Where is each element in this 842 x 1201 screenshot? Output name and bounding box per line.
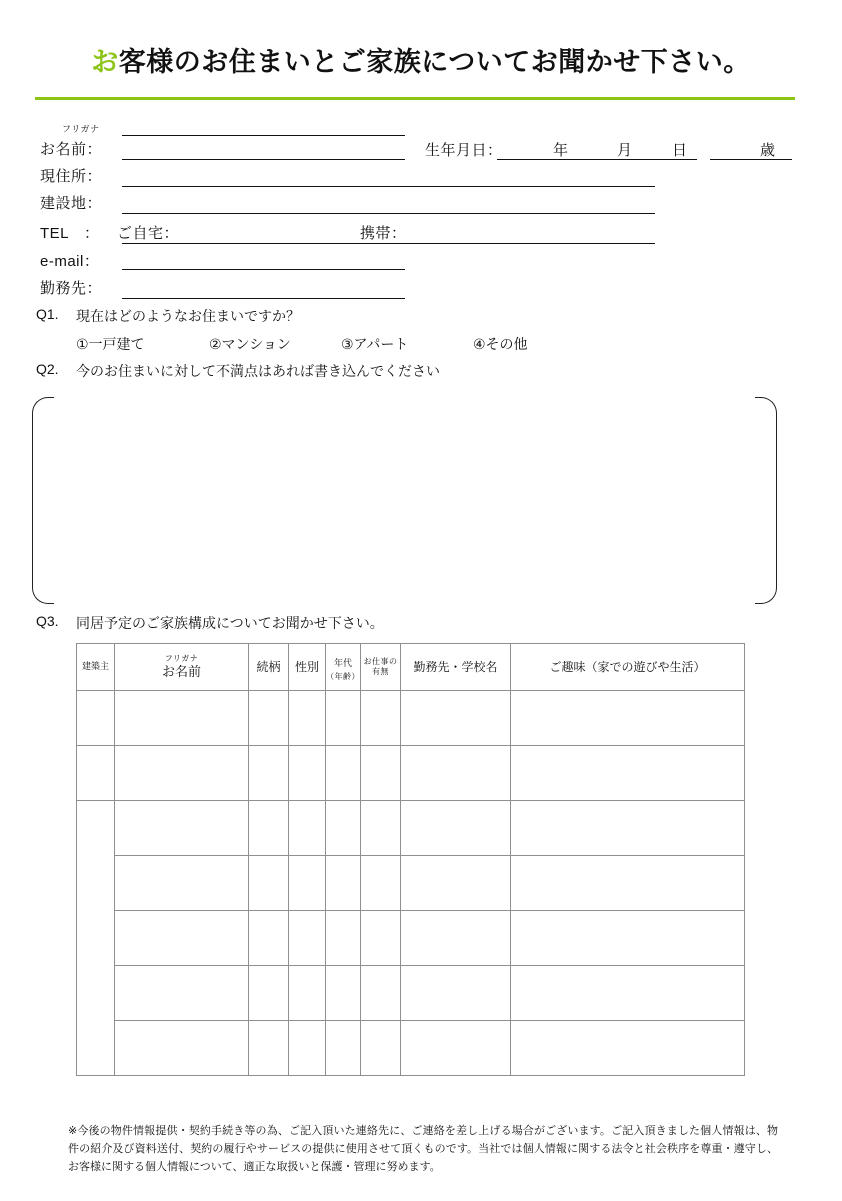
cell-gender[interactable] — [289, 746, 326, 801]
cell-hobby[interactable] — [511, 856, 745, 911]
col-header-age-line2: （年齢） — [326, 672, 360, 681]
cell-school[interactable] — [401, 1021, 511, 1076]
cell-hobby[interactable] — [511, 691, 745, 746]
birth-day-unit: 日 — [672, 142, 688, 159]
table-row — [77, 966, 745, 1021]
table-header-row — [77, 644, 745, 691]
tel-home-label: ご自宅： — [117, 225, 180, 242]
cell-school[interactable] — [401, 691, 511, 746]
cell-name[interactable] — [115, 801, 249, 856]
cell-name[interactable] — [115, 966, 249, 1021]
cell-age[interactable] — [326, 856, 361, 911]
col-header-job-line2: 有無 — [372, 667, 389, 676]
cell-age[interactable] — [326, 1021, 361, 1076]
cell-relation[interactable] — [249, 1021, 289, 1076]
col-header-school: 勤務先・学校名 — [401, 644, 511, 691]
cell-owner[interactable] — [77, 746, 115, 801]
page-title — [0, 40, 842, 79]
cell-owner[interactable] — [77, 691, 115, 746]
q3-tag: Q3. — [36, 613, 59, 629]
cell-relation[interactable] — [249, 856, 289, 911]
construction-site-label: 建設地： — [40, 195, 103, 212]
col-header-job-line1: お仕事の — [363, 657, 398, 666]
table-row — [77, 801, 745, 856]
cell-job[interactable] — [361, 966, 401, 1021]
address-input-line[interactable] — [122, 186, 655, 187]
cell-relation[interactable] — [249, 746, 289, 801]
col-header-gender: 性別 — [289, 644, 326, 691]
col-header-relation: 続柄 — [249, 644, 289, 691]
col-header-age — [326, 644, 361, 691]
col-header-hobby: ご趣味（家での遊びや生活） — [511, 644, 745, 691]
cell-age[interactable] — [326, 801, 361, 856]
cell-school[interactable] — [401, 966, 511, 1021]
cell-hobby[interactable] — [511, 911, 745, 966]
header-divider — [35, 97, 795, 100]
email-label: e-mail： — [40, 253, 100, 270]
col-header-owner: 建築主 — [77, 644, 115, 691]
age-unit: 歳 — [760, 142, 776, 159]
cell-hobby[interactable] — [511, 746, 745, 801]
birthdate-label: 生年月日： — [425, 142, 503, 159]
bracket-left-icon — [32, 397, 54, 604]
cell-job[interactable] — [361, 1021, 401, 1076]
col-header-name-furigana: フリガナ — [164, 653, 199, 663]
cell-hobby[interactable] — [511, 1021, 745, 1076]
cell-job[interactable] — [361, 801, 401, 856]
cell-name[interactable] — [115, 746, 249, 801]
cell-age[interactable] — [326, 691, 361, 746]
family-composition-table — [76, 643, 745, 1076]
cell-name[interactable] — [115, 911, 249, 966]
birth-year-unit: 年 — [553, 142, 569, 159]
col-header-name-main: お名前 — [161, 663, 201, 679]
cell-name[interactable] — [115, 1021, 249, 1076]
furigana-input-line[interactable] — [122, 135, 405, 136]
name-input-line[interactable] — [122, 159, 405, 160]
cell-relation[interactable] — [249, 801, 289, 856]
cell-job[interactable] — [361, 911, 401, 966]
construction-site-input-line[interactable] — [122, 213, 655, 214]
age-input-line[interactable] — [710, 159, 792, 160]
q1-option-other[interactable]: ④その他 — [473, 336, 528, 352]
cell-relation[interactable] — [249, 966, 289, 1021]
cell-school[interactable] — [401, 801, 511, 856]
tel-mobile-label: 携帯： — [360, 225, 407, 242]
page-title-accent: お — [91, 47, 119, 77]
q1-question-text: 現在はどのようなお住まいですか？ — [76, 308, 300, 324]
col-header-age-line1: 年代 — [333, 658, 352, 668]
table-row — [77, 691, 745, 746]
bracket-right-icon — [755, 397, 777, 604]
cell-hobby[interactable] — [511, 966, 745, 1021]
table-row — [77, 856, 745, 911]
birth-month-unit: 月 — [617, 142, 633, 159]
cell-school[interactable] — [401, 746, 511, 801]
cell-age[interactable] — [326, 966, 361, 1021]
name-label: お名前： — [40, 141, 103, 158]
cell-hobby[interactable] — [511, 801, 745, 856]
cell-job[interactable] — [361, 856, 401, 911]
cell-gender[interactable] — [289, 801, 326, 856]
privacy-notice: ※今後の物件情報提供・契約手続き等の為、ご記入頂いた連絡先に、ご連絡を差し上げる場合がございます。ご記入頂きました個人情報は、物件の紹介及び資料送付、契約の履行やサービスの提供に使用させて頂くものです。当社では個人情報に関する法令と社会秩序を尊重・遵守し、お客様に関する個人情報について、適正な取扱いと保護・管理に努めます。 — [68, 1125, 778, 1174]
q2-question-text: 今のお住まいに対して不満点はあれば書き込んでください — [76, 363, 440, 379]
table-row — [77, 746, 745, 801]
cell-name[interactable] — [115, 856, 249, 911]
tel-label: TEL ： — [40, 225, 100, 242]
q1-option-mansion[interactable]: ②マンション — [209, 336, 291, 352]
cell-gender[interactable] — [289, 911, 326, 966]
col-header-name — [115, 644, 249, 691]
family-table-body — [77, 691, 745, 1076]
cell-gender[interactable] — [289, 1021, 326, 1076]
col-header-job — [361, 644, 401, 691]
tel-input-line[interactable] — [122, 243, 655, 244]
table-row — [77, 911, 745, 966]
birthdate-input-line[interactable] — [497, 159, 697, 160]
cell-job[interactable] — [361, 691, 401, 746]
cell-school[interactable] — [401, 911, 511, 966]
furigana-label: フリガナ — [62, 124, 100, 134]
cell-school[interactable] — [401, 856, 511, 911]
cell-relation[interactable] — [249, 691, 289, 746]
q2-tag: Q2. — [36, 361, 59, 377]
email-input-line[interactable] — [122, 269, 405, 270]
q3-question-text: 同居予定のご家族構成についてお聞かせ下さい。 — [76, 615, 384, 631]
cell-gender[interactable] — [289, 966, 326, 1021]
cell-gender[interactable] — [289, 691, 326, 746]
cell-age[interactable] — [326, 911, 361, 966]
q1-tag: Q1. — [36, 306, 59, 322]
workplace-label: 勤務先： — [40, 280, 103, 297]
cell-age[interactable] — [326, 746, 361, 801]
table-row — [77, 1021, 745, 1076]
cell-owner-merged[interactable] — [77, 801, 115, 1076]
workplace-input-line[interactable] — [122, 298, 405, 299]
cell-relation[interactable] — [249, 911, 289, 966]
address-label: 現住所： — [40, 168, 103, 185]
page-title-rest: 客様のお住まいとご家族についてお聞かせ下さい。 — [118, 47, 751, 77]
cell-gender[interactable] — [289, 856, 326, 911]
q2-answer-textarea[interactable] — [32, 397, 777, 604]
cell-job[interactable] — [361, 746, 401, 801]
cell-name[interactable] — [115, 691, 249, 746]
q1-option-detached-house[interactable]: ①一戸建て — [76, 336, 145, 352]
q1-option-apartment[interactable]: ③アパート — [341, 336, 409, 352]
